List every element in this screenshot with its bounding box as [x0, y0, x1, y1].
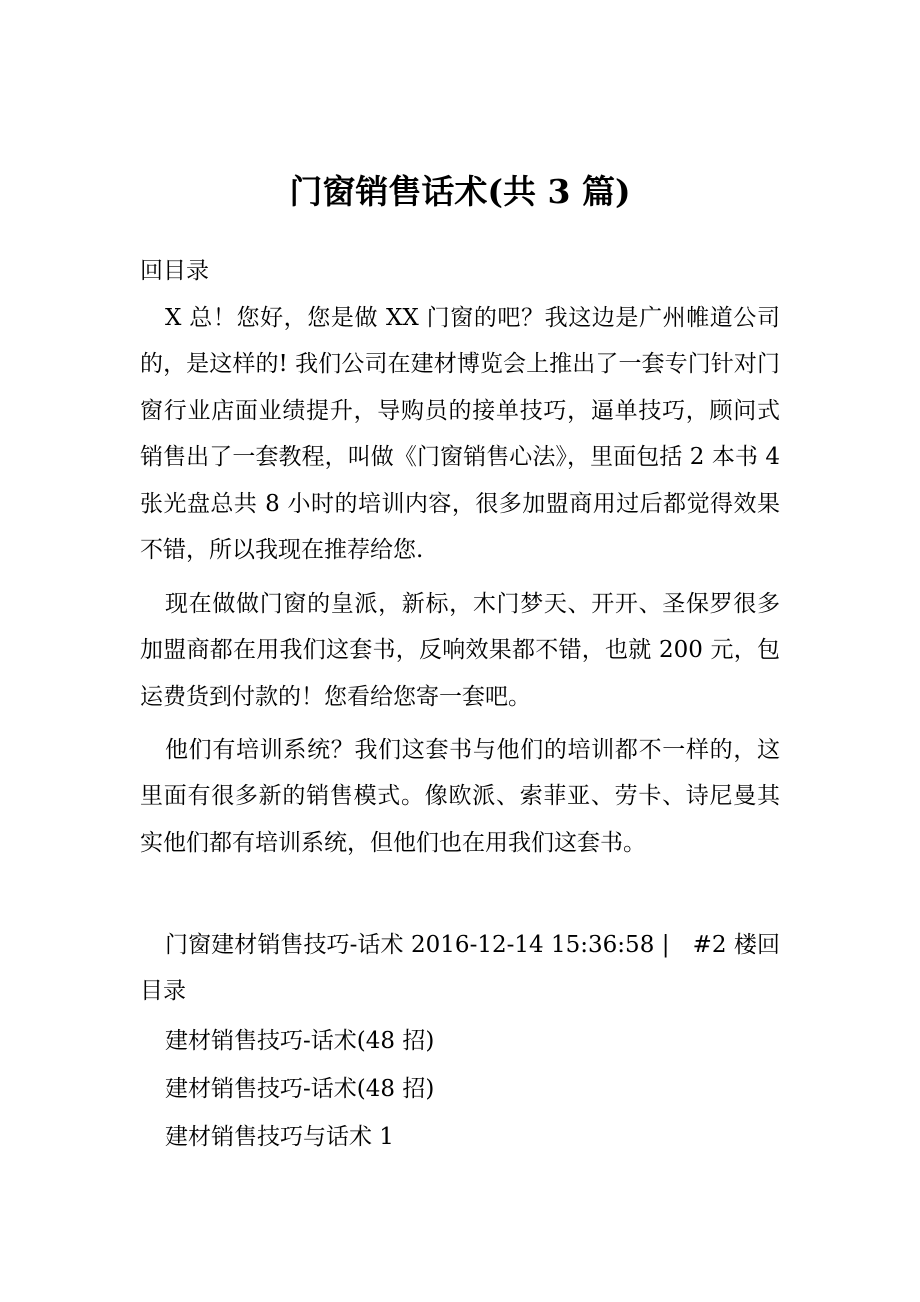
- paragraph-3: 他们有培训系统？我们这套书与他们的培训都不一样的，这里面有很多新的销售模式。像欧派、索菲亚、劳卡、诗尼曼其实他们都有培训系统，但他们也在用我们这套书。: [140, 737, 780, 856]
- related-link-1[interactable]: 建材销售技巧-话术(48 招): [165, 1028, 435, 1054]
- back-to-toc-link[interactable]: 回目录: [140, 258, 209, 284]
- related-link-3[interactable]: 建材销售技巧与话术 1: [165, 1124, 394, 1150]
- document-title: 门窗销售话术(共 3 篇): [289, 172, 631, 211]
- post-header-line: 门窗建材销售技巧-话术 2016-12-14 15:36:58 | #2 楼回目录: [140, 932, 780, 1005]
- paragraph-1: X 总！您好，您是做 XX 门窗的吧？我这边是广州帷道公司的，是这样的! 我们公司在建材博览会上推出了一套专门针对门窗行业店面业绩提升，导购员的接单技巧，逼单技巧，顾问式销售出了一套教程，叫做《门窗销售心法》，里面包括 2 本书 4 张光盘总共 8 小时的培训内容，很多加盟商用过后都觉得效果不错，所以我现在推荐给您.: [140, 305, 780, 564]
- paragraph-2: 现在做做门窗的皇派，新标，木门梦天、开开、圣保罗很多加盟商都在用我们这套书，反响效果都不错，也就 200 元，包运费货到付款的！您看给您寄一套吧。: [140, 591, 780, 710]
- related-link-2[interactable]: 建材销售技巧-话术(48 招): [165, 1076, 435, 1102]
